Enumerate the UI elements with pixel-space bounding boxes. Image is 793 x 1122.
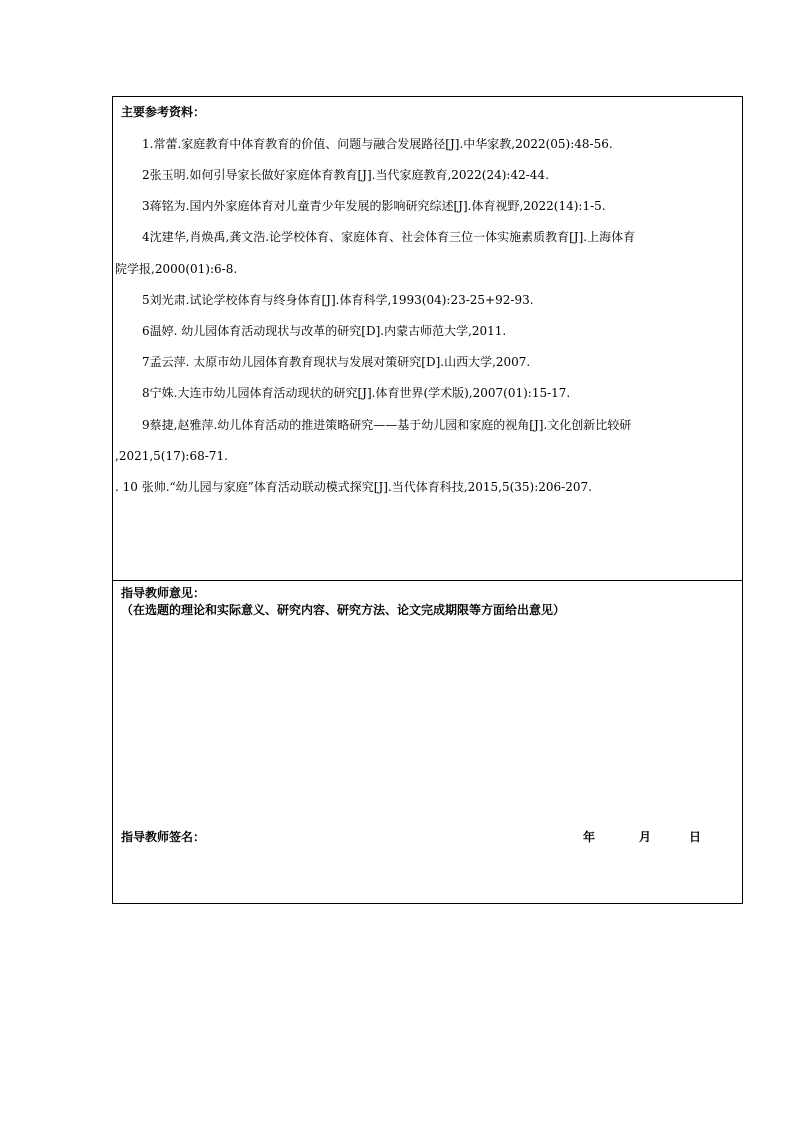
advisor-opinion-section (113, 581, 742, 903)
reference-item-4-continued: 院学报,2000(01):6-8. (115, 262, 238, 276)
day-label: 日 (689, 830, 702, 844)
reference-item-4: 4沈建华,肖焕禹,龚文浩.论学校体育、家庭体育、社会体育三位一体实施素质教育[J].上海体育 (142, 230, 636, 244)
reference-item-9-continued: ,2021,5(17):68-71. (115, 449, 228, 463)
reference-item-1: 1.常蕾.家庭教育中体育教育的价值、问题与融合发展路径[J].中华家教,2022(05):48-56. (142, 137, 613, 151)
references-heading: 主要参考资料： (121, 105, 206, 119)
form-table (112, 96, 743, 904)
reference-item-5: 5刘光肃.试论学校体育与终身体育[J].体育科学,1993(04):23-25+92-93. (142, 293, 534, 307)
month-label: 月 (639, 830, 652, 844)
opinion-instruction: （在选题的理论和实际意义、研究内容、研究方法、论文完成期限等方面给出意见） (121, 603, 566, 617)
reference-item-9: 9蔡捷,赵雅萍.幼儿体育活动的推进策略研究——基于幼儿园和家庭的视角[J].文化创新比较研 (142, 418, 632, 432)
references-section (113, 97, 742, 581)
advisor-signature-label: 指导教师签名： (121, 830, 206, 844)
reference-item-8: 8宁姝.大连市幼儿园体育活动现状的研究[J].体育世界(学术版),2007(01):15-17. (142, 386, 571, 400)
reference-item-7: 7孟云萍. 太原市幼儿园体育教育现状与发展对策研究[D].山西大学,2007. (142, 355, 531, 369)
reference-item-6: 6温婷. 幼儿园体育活动现状与改革的研究[D].内蒙古师范大学,2011. (142, 324, 507, 338)
reference-item-2: 2张玉明.如何引导家长做好家庭体育教育[J].当代家庭教育,2022(24):42-44. (142, 168, 549, 182)
reference-item-3: 3蒋铭为.国内外家庭体育对儿童青少年发展的影响研究综述[J].体育视野,2022(14):1-5. (142, 199, 606, 213)
reference-item-10: . 10 张帅.“幼儿园与家庭”体育活动联动模式探究[J].当代体育科技,2015,5(35):206-207. (115, 480, 592, 494)
opinion-heading: 指导教师意见： (121, 586, 206, 600)
year-label: 年 (583, 830, 596, 844)
